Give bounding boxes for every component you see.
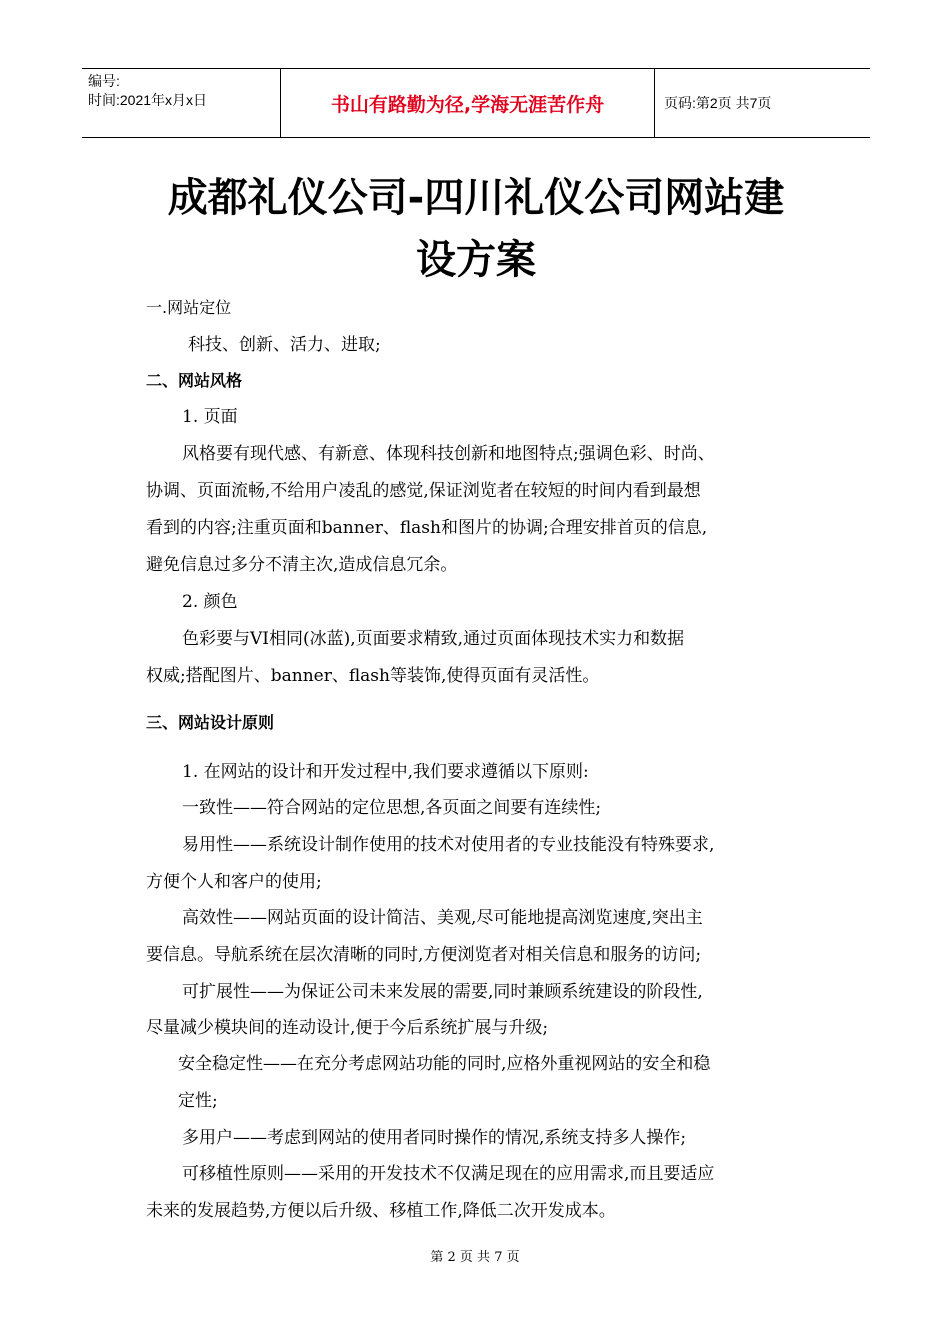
page-code-text: 页码:第2页 共7页 — [664, 95, 772, 111]
positioning-body: 科技、创新、活力、进取; — [188, 335, 381, 355]
style-color-line: 权威;搭配图片、banner、flash等装饰,使得页面有灵活性。 — [146, 666, 600, 686]
motto-cell — [281, 69, 655, 137]
document-title-line-1: 成都礼仪公司-四川礼仪公司网站建 — [167, 175, 785, 221]
section-heading-style: 二、网站风格 — [146, 371, 243, 390]
page-footer: 第 2 页 共 7 页 — [430, 1250, 520, 1265]
header-meta-cell — [82, 69, 281, 137]
date-line: 时间:2021年x月x日 — [88, 92, 208, 108]
principles-line: 可移植性原则——采用的开发技术不仅满足现在的应用需求,而且要适应 — [182, 1164, 715, 1184]
style-page-line: 看到的内容;注重页面和banner、flash和图片的协调;合理安排首页的信息, — [146, 518, 708, 538]
style-page-line: 避免信息过多分不清主次,造成信息冗余。 — [146, 555, 458, 575]
principles-line: 1. 在网站的设计和开发过程中,我们要求遵循以下原则: — [182, 762, 589, 782]
principles-line: 尽量减少模块间的连动设计,便于今后系统扩展与升级; — [146, 1018, 549, 1038]
principles-line: 安全稳定性——在充分考虑网站功能的同时,应格外重视网站的安全和稳 — [178, 1054, 711, 1074]
principles-line: 方便个人和客户的使用; — [146, 872, 322, 892]
section-heading-principles: 三、网站设计原则 — [146, 713, 275, 732]
principles-line: 要信息。导航系统在层次清晰的同时,方便浏览者对相关信息和服务的访问; — [146, 945, 702, 965]
principles-line: 易用性——系统设计制作使用的技术对使用者的专业技能没有特殊要求, — [182, 835, 715, 855]
principles-line: 可扩展性——为保证公司未来发展的需要,同时兼顾系统建设的阶段性, — [182, 982, 703, 1002]
page-header-table — [82, 68, 870, 138]
style-subheading-page: 1. 页面 — [182, 407, 238, 427]
style-subheading-color: 2. 颜色 — [182, 592, 238, 612]
motto-text: 书山有路勤为径,学海无涯苦作舟 — [330, 93, 605, 116]
principles-line: 高效性——网站页面的设计简洁、美观,尽可能地提高浏览速度,突出主 — [182, 908, 703, 928]
style-page-line: 风格要有现代感、有新意、体现科技创新和地图特点;强调色彩、时尚、 — [182, 444, 715, 464]
principles-line: 未来的发展趋势,方便以后升级、移植工作,降低二次开发成本。 — [146, 1201, 616, 1221]
style-page-line: 协调、页面流畅,不给用户凌乱的感觉,保证浏览者在较短的时间内看到最想 — [146, 481, 701, 501]
section-heading-positioning: 一.网站定位 — [146, 298, 232, 317]
principles-line: 多用户——考虑到网站的使用者同时操作的情况,系统支持多人操作; — [182, 1128, 687, 1148]
principles-line: 一致性——符合网站的定位思想,各页面之间要有连续性; — [182, 798, 602, 818]
page-code-cell — [655, 69, 870, 137]
document-title-line-2: 设方案 — [416, 237, 536, 283]
style-color-line: 色彩要与VI相同(冰蓝),页面要求精致,通过页面体现技术实力和数据 — [182, 629, 685, 649]
number-label: 编号: — [88, 73, 120, 89]
principles-line: 定性; — [178, 1091, 218, 1111]
